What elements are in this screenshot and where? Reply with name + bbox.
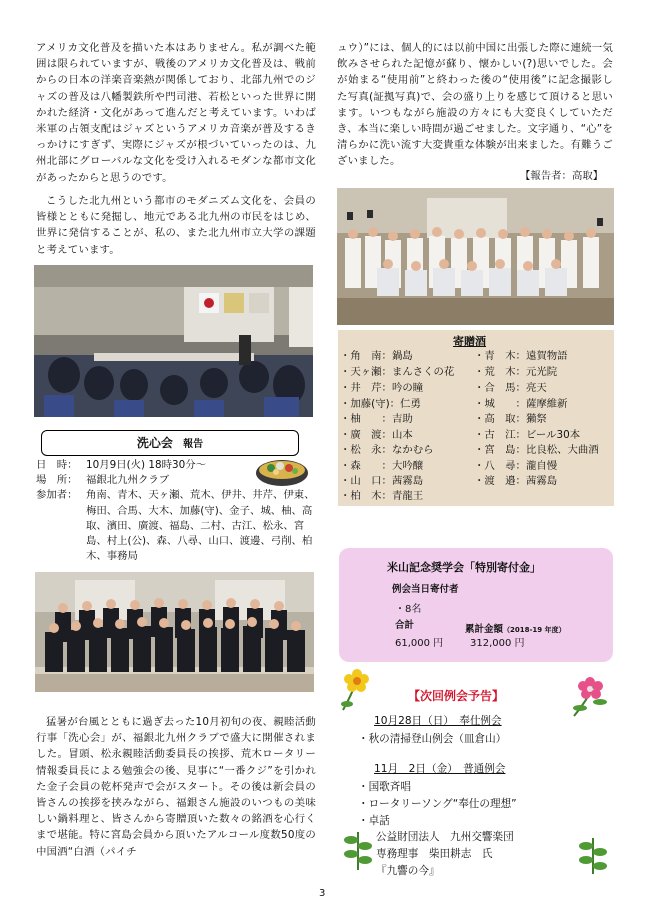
event-heading-sub: 報告 [183, 439, 204, 450]
sake-item-right: ・渡 邉：茜霧島 [474, 475, 558, 487]
leaf-bottom-left-icon [340, 826, 376, 870]
donation-title: 米山記念奨学会「特別寄付金」 [387, 561, 541, 574]
report-paragraph: 猛暑が台風とともに過ぎ去った10月初旬の夜、親睦活動行事「洗心会」が、福銀北九州クラブで盛大に開催されました。冒頭、松永親睦活動委員長の挨拶、荒木ロータリー情報委員長による勉強会の後、見事に“一番クジ”を引かれた金子会員の乾杯発声で会がスタート。その後は新会員の皆さんの挨拶を挟みながら、福銀さん施設のいつもの美味しい鍋料理と、皆さんから寄贈頂いた数々の銘酒を心行くまで堪能。特に宮島会員から頂いたアルコール度数50度の中国酒“白酒（パイチ [36, 716, 316, 858]
group-photo-before [35, 572, 314, 692]
speaker-org: 公益財団法人 九州交響楽団 [376, 831, 514, 843]
event-heading-title: 洗心会 [136, 436, 173, 450]
event-date-row [36, 458, 316, 473]
sake-item-right: ・荒 木：元光院 [474, 366, 558, 378]
sake-item-left: ・角 南：鍋島 [340, 350, 413, 362]
meeting2-item: ・国歌斉唱 [358, 781, 411, 793]
continued-paragraph: ュウ）”には、個人的には以前中国に出張した際に連続一気飲みさせられた記憶が蘇り、懐かしい(?)思いでした。会が始まる“使用前”と終わった後の“使用後”に記念撮影した写真(証拠写真)で、会の盛り上りを感じて頂けると思います。いつもながら施設の方々にも大変良くしていただき、本当に楽しい時間が過ごせました。文字通り、“心”を清らかに洗い流す大変貴重な体験が出来ました。有難うございました。 [337, 42, 613, 168]
group-photo-after [337, 188, 614, 325]
event-info [36, 458, 316, 564]
sake-item-right: ・青 木：遠賀物語 [474, 350, 568, 362]
sake-item-left: ・柏 木：青龍王 [340, 490, 424, 502]
sake-item-left: ・森 ：大吟醸 [340, 460, 424, 472]
sake-item-left: ・加藤(守)：仁勇 [340, 398, 421, 410]
donor-count: ・8名 [395, 604, 422, 615]
meeting1-header: 10月28日（日） 奉仕例会 [374, 715, 502, 727]
leaf-bottom-right-icon [575, 834, 611, 874]
lecture-photo [34, 265, 313, 417]
meeting1-item: ・秋の清掃登山例会（皿倉山） [358, 733, 507, 745]
event-attendees-row [36, 488, 316, 564]
place-value: 福銀北九州クラブ [86, 474, 170, 487]
sake-item-left: ・廣 渡：山本 [340, 429, 413, 441]
date-key: 日 時： [36, 459, 78, 471]
closing-paragraph: こうした北九州という都市のモダニズム文化を、会員の皆様とともに発掘し、地元である北九州の市民をはじめ、世界に発信することが、私の、また北九州市立大学の課題と考えています。 [36, 195, 316, 256]
sake-item-left: ・松 永：なかむら [340, 444, 434, 456]
place-key: 場 所： [36, 474, 78, 487]
total-value: 61,000 円 [395, 638, 444, 649]
sake-item-left: ・柚 ：吉助 [340, 413, 413, 425]
sake-item-right: ・宮 島：比良松、大曲酒 [474, 444, 599, 456]
event-heading-box [41, 430, 299, 456]
cumulative-note: （2018-19 年度） [503, 626, 566, 634]
cumulative-label-text: 累計金額 [465, 624, 504, 635]
attendees-key: 参加者： [36, 489, 78, 502]
sake-item-right: ・城 ：薩摩維新 [474, 398, 568, 410]
sake-item-left: ・天ヶ瀬：まんさくの花 [340, 366, 455, 378]
event-place-row [36, 473, 316, 488]
sake-item-left: ・山 口：茜霧島 [340, 475, 424, 487]
attendees-value: 角南、青木、天ヶ瀬、荒木、伊井、井芹、伊東、梅田、合馬、大木、加藤(守)、金子、城、柚、高取、濱田、廣渡、福島、二村、古江、松永、宮島、村上(公)、森、八尋、山口、渡邊、弓削、柏木、事務局 [86, 489, 315, 563]
pink-flower-icon [566, 672, 612, 718]
sake-item-right: ・合 馬：亮天 [474, 382, 547, 394]
sake-item-right: ・高 取：獺祭 [474, 413, 547, 425]
speaker-name: 専務理事 柴田耕志 氏 [376, 848, 493, 860]
cumulative-value: 312,000 円 [470, 638, 525, 649]
sake-item-left: ・井 芹：吟の瞳 [340, 382, 424, 394]
meeting2-header: 11月 2日（金） 普通例会 [374, 763, 506, 775]
total-label: 合計 [395, 620, 415, 631]
sake-item-right: ・古 江：ビール30本 [474, 429, 581, 441]
sake-item-right: ・八 尋：瀧自慢 [474, 460, 558, 472]
next-meetings-title: 【次回例会予告】 [408, 689, 505, 703]
sake-title: 寄贈酒 [453, 335, 486, 348]
intro-paragraph: アメリカ文化普及を描いた本はありません。私が調べた範囲は限られていますが、戦後のアメリカ文化普及は、戦前からの日本の洋楽音楽熱が関係しており、北部九州でのジャズの普及は八幡製鉄所や門司港、若松といった世界に開かれた経済・文化があって進んだと考えています。いわば米軍の占領支配はジャズというアメリカ音楽が普及するきっかけにすぎず、実際にジャズが根づいていったのは、九州北部にグローバルな文化を受け入れるモダンな都市文化があったからと思うのです。 [36, 42, 316, 184]
yellow-flower-icon [337, 666, 377, 714]
date-value: 10月9日(火) 18時30分～ [86, 459, 207, 471]
reporter-credit: 【報告者：高取】 [520, 170, 604, 182]
donation-subtitle: 例会当日寄付者 [392, 584, 459, 595]
talk-title: 『九響の今』 [376, 865, 440, 877]
page-number: 3 [319, 888, 326, 899]
meeting2-item: ・卓話 [358, 815, 390, 827]
meeting2-item: ・ロータリーソング“奉仕の理想” [358, 798, 517, 810]
